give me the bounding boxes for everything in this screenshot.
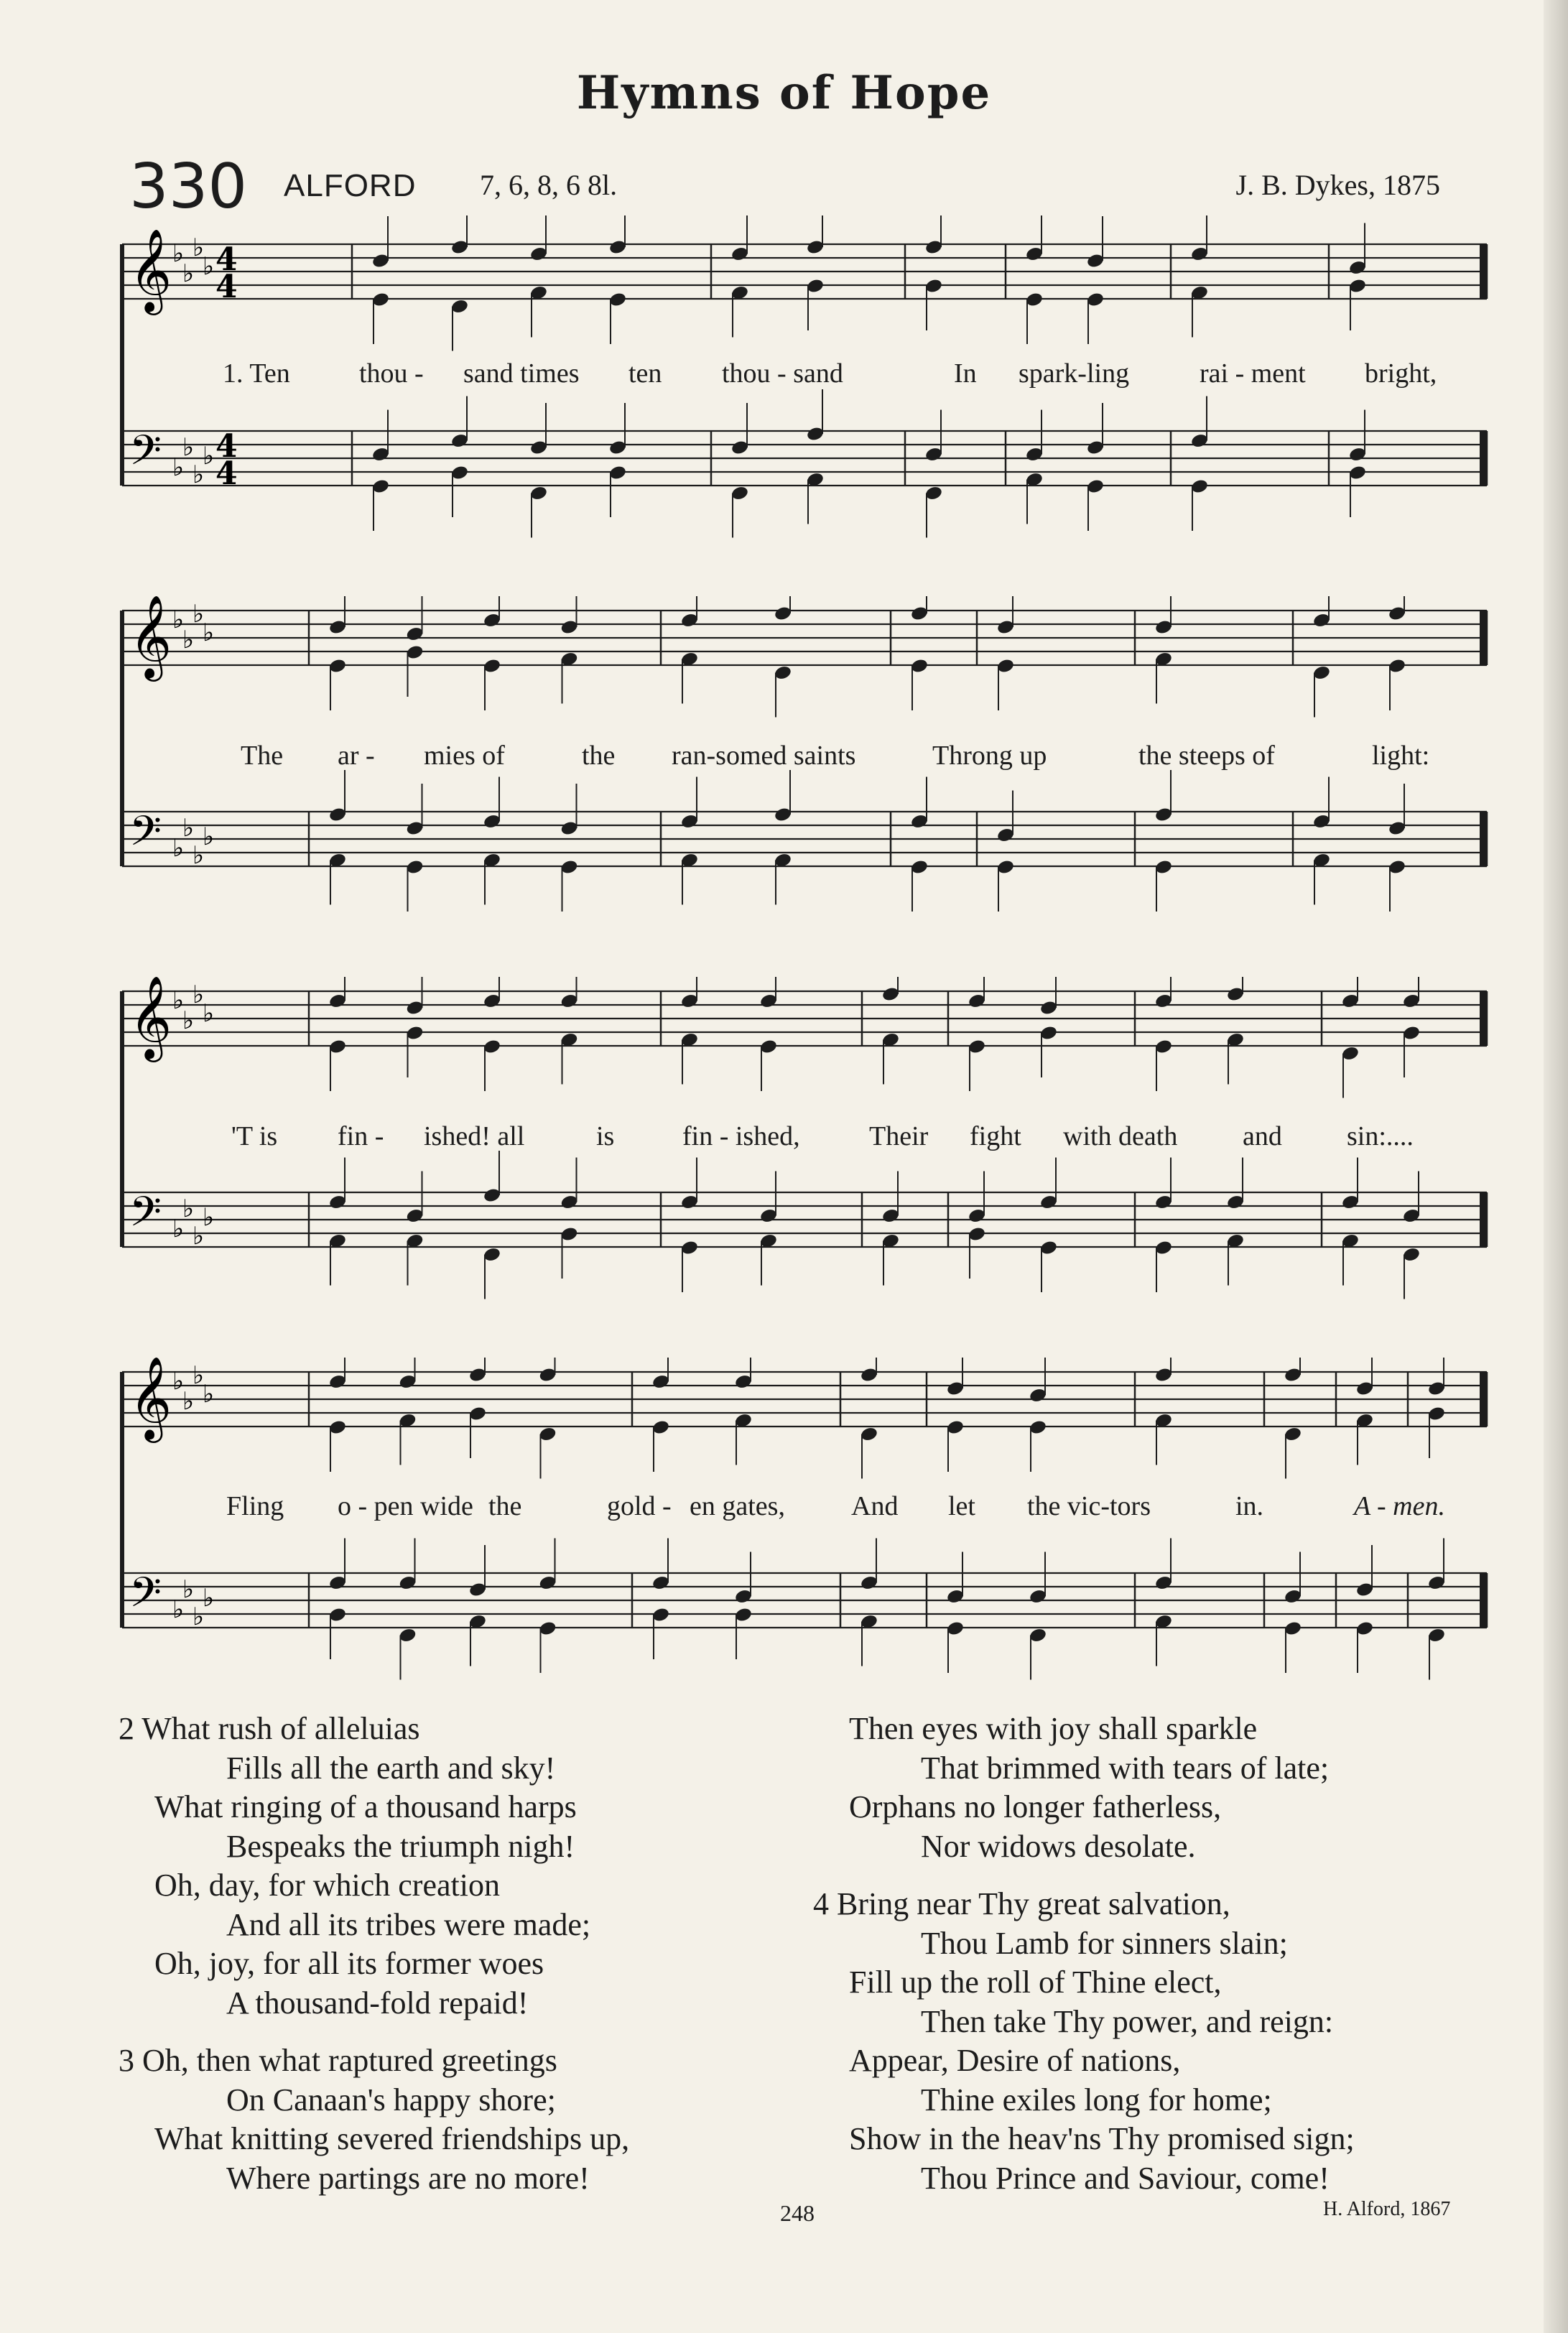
lyric-line-3 [115, 1121, 1490, 1156]
lyric-syllable: en gates, [690, 1491, 785, 1521]
lyric-syllable: A - men. [1354, 1491, 1445, 1521]
lyric-syllable: thou - sand [722, 358, 843, 389]
flat-icon: ♭ [182, 1006, 195, 1035]
lyric-syllable: 'T is [231, 1121, 278, 1151]
music-system-2 [115, 596, 1490, 934]
lyric-line-1 [115, 358, 1490, 394]
composer-credit: J. B. Dykes, 1875 [1235, 169, 1440, 201]
time-signature: 4 [215, 269, 238, 305]
lyric-syllable: spark-ling [1019, 358, 1130, 389]
verse-line: What knitting severed friendships up, [154, 2121, 630, 2156]
verse-line: Appear, Desire of nations, [849, 2043, 1181, 2078]
lyric-syllable: ran-somed saints [672, 741, 856, 771]
lyric-syllable: fight [970, 1121, 1021, 1151]
lyric-syllable: ten [628, 358, 662, 389]
flat-icon: ♭ [172, 606, 185, 634]
treble-clef-icon: 𝄞 [129, 596, 172, 678]
flat-icon: ♭ [192, 980, 205, 1009]
lyric-syllable: And [851, 1491, 899, 1521]
final-barline [1480, 1573, 1486, 1628]
lyric-syllable: Their [869, 1121, 929, 1151]
bass-clef-icon: 𝄢 [129, 1568, 162, 1627]
flat-icon: ♭ [182, 1575, 195, 1604]
flat-icon: ♭ [172, 1595, 185, 1624]
verse-line: That brimmed with tears of late; [921, 1750, 1330, 1786]
final-barline [1480, 812, 1486, 866]
flat-icon: ♭ [172, 986, 185, 1015]
verse-line: Thine exiles long for home; [921, 2082, 1272, 2118]
flat-icon: ♭ [203, 1380, 215, 1409]
flat-icon: ♭ [192, 1222, 205, 1251]
time-signature: 4 [215, 455, 238, 492]
verse-line: 3 Oh, then what raptured greetings [119, 2043, 557, 2078]
verse-line: Orphans no longer fatherless, [849, 1789, 1222, 1824]
lyric-syllable: the [582, 741, 616, 771]
lyric-syllable: is [596, 1121, 615, 1151]
lyric-syllable: thou - [359, 358, 424, 389]
bass-clef-icon: 𝄢 [129, 807, 162, 866]
lyric-syllable: sand times [463, 358, 580, 389]
flat-icon: ♭ [182, 1195, 195, 1223]
lyric-syllable: in. [1235, 1491, 1264, 1521]
lyric-syllable: fin - ished, [682, 1121, 800, 1151]
lyric-syllable: bright, [1365, 358, 1437, 389]
flat-icon: ♭ [172, 239, 185, 268]
hymn-number: 330 [129, 151, 248, 223]
verses-left-column [119, 1710, 630, 2198]
flat-icon: ♭ [182, 814, 195, 843]
lyric-syllable: light: [1372, 741, 1430, 771]
flat-icon: ♭ [203, 822, 215, 851]
lyric-syllable: mies of [424, 741, 505, 771]
verse-line: Where partings are no more! [226, 2160, 590, 2196]
final-barline [1480, 1372, 1486, 1427]
lyric-syllable: sin:.... [1347, 1121, 1414, 1151]
time-signature: 4 [215, 241, 238, 278]
verse-line: Nor widows desolate. [921, 1828, 1196, 1864]
verse-line: Oh, day, for which creation [154, 1868, 500, 1903]
flat-icon: ♭ [192, 1361, 205, 1390]
flat-icon: ♭ [182, 259, 195, 288]
lyric-syllable: the [488, 1491, 522, 1521]
lyric-syllable: ished! all [424, 1121, 525, 1151]
lyric-syllable: the steeps of [1138, 741, 1275, 771]
running-title: Hymns of Hope [576, 66, 992, 120]
flat-icon: ♭ [203, 252, 215, 281]
flat-icon: ♭ [192, 600, 205, 629]
lyric-syllable: with death [1063, 1121, 1178, 1151]
flat-icon: ♭ [172, 1215, 185, 1243]
lyric-syllable: ar - [338, 741, 375, 771]
bass-clef-icon: 𝄢 [129, 426, 162, 485]
time-signature: 4 [215, 428, 238, 465]
verse-line: Bespeaks the triumph nigh! [226, 1828, 575, 1864]
lyric-line-2 [115, 740, 1490, 776]
music-system-3 [115, 977, 1490, 1314]
verse-line: Oh, joy, for all its former woes [154, 1946, 544, 1981]
music-system-1 [115, 215, 1490, 553]
verse-line: Show in the heav'ns Thy promised sign; [849, 2121, 1355, 2156]
final-barline [1480, 991, 1486, 1046]
lyric-syllable: In [954, 358, 977, 389]
flat-icon: ♭ [192, 841, 205, 870]
verse-line: 2 What rush of alleluias [119, 1711, 420, 1746]
tune-name: ALFORD [284, 168, 417, 203]
stanza-gap [849, 1866, 1355, 1885]
treble-clef-icon: 𝄞 [129, 1358, 172, 1439]
final-barline [1480, 1192, 1486, 1247]
bass-clef-icon: 𝄢 [129, 1187, 162, 1246]
flat-icon: ♭ [172, 834, 185, 863]
verse-line: Then eyes with joy shall sparkle [849, 1711, 1258, 1746]
verse-line: A thousand-fold repaid! [226, 1985, 529, 2021]
flat-icon: ♭ [192, 460, 205, 489]
flat-icon: ♭ [203, 1584, 215, 1613]
lyric-syllable: The [241, 741, 284, 771]
flat-icon: ♭ [182, 433, 195, 462]
verse-line: Then take Thy power, and reign: [921, 2003, 1334, 2039]
verse-line: And all its tribes were made; [226, 1906, 591, 1942]
verse-line: 4 Bring near Thy great salvation, [813, 1886, 1230, 1921]
flat-icon: ♭ [203, 999, 215, 1028]
stanza-gap [154, 2023, 629, 2041]
author-credit: H. Alford, 1867 [1323, 2198, 1451, 2220]
final-barline [1480, 431, 1486, 486]
flat-icon: ♭ [203, 618, 215, 647]
lyric-syllable: rai - ment [1200, 358, 1306, 389]
page-edge-shadow [1544, 0, 1568, 2333]
flat-icon: ♭ [192, 1603, 205, 1631]
verse-line: Thou Prince and Saviour, come! [921, 2160, 1330, 2196]
verse-line: Fill up the roll of Thine elect, [849, 1965, 1222, 2000]
final-barline [1480, 611, 1486, 665]
flat-icon: ♭ [172, 1367, 185, 1396]
lyric-line-4 [115, 1490, 1490, 1526]
flat-icon: ♭ [203, 1203, 215, 1232]
lyric-syllable: gold - [607, 1491, 672, 1521]
final-barline [1480, 244, 1486, 299]
flat-icon: ♭ [182, 1387, 195, 1416]
verse-line: Fills all the earth and sky! [226, 1750, 556, 1786]
page-number: 248 [780, 2200, 815, 2226]
verse-line: What ringing of a thousand harps [154, 1789, 577, 1824]
flat-icon: ♭ [203, 442, 215, 470]
lyric-syllable: 1. Ten [223, 358, 290, 389]
lyric-syllable: the vic-tors [1027, 1491, 1151, 1521]
music-system-4 [115, 1358, 1490, 1688]
verse-line: Thou Lamb for sinners slain; [921, 1925, 1288, 1961]
flat-icon: ♭ [182, 626, 195, 654]
lyric-syllable: o - pen wide [338, 1491, 473, 1521]
lyric-syllable: Fling [226, 1491, 284, 1521]
flat-icon: ♭ [172, 453, 185, 482]
hymn-meter: 7, 6, 8, 6 8l. [480, 169, 618, 201]
lyric-syllable: let [948, 1491, 975, 1521]
treble-clef-icon: 𝄞 [129, 228, 172, 312]
verse-line: On Canaan's happy shore; [226, 2082, 556, 2118]
flat-icon: ♭ [192, 233, 205, 262]
lyric-syllable: and [1243, 1121, 1282, 1151]
lyric-syllable: Throng up [932, 741, 1047, 771]
lyric-syllable: fin - [338, 1121, 384, 1151]
verses-right-column [813, 1710, 1355, 2198]
treble-clef-icon: 𝄞 [129, 977, 172, 1059]
